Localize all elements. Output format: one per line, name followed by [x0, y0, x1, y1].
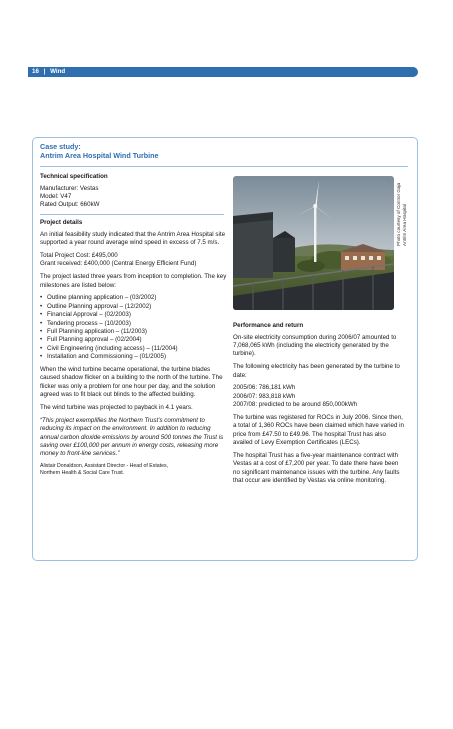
- tech-spec-line: Model: V47: [40, 193, 72, 200]
- page-number: 16: [32, 68, 39, 75]
- attribution-line: Northern Health & Social Care Trust.: [40, 470, 125, 477]
- tech-spec-heading: Technical specification: [40, 173, 108, 180]
- section-title: Wind: [50, 68, 66, 75]
- left-column: [40, 173, 227, 482]
- cost-lines: [40, 252, 227, 269]
- maintenance-paragraph: The hospital Trust has a five-year maintenance contract with Vestas at a cost of £7,200 per year. To date there have been no significant maintenance issues with the turbine. Any faults that occur are identified by Vestas via online monitoring.: [233, 452, 400, 485]
- photo-credit-line: Photo courtesy of Connor Gaja: [396, 182, 401, 246]
- tech-spec-line: Rated Output: 660kW: [40, 201, 100, 209]
- tech-spec-line: Manufacturer: Vestas: [40, 184, 99, 192]
- milestone-list: [40, 294, 227, 361]
- duration-paragraph: The project lasted three years from inception to completion. The key milestones are listed below:: [40, 273, 227, 289]
- grant-received: Grant received: £400,000 (Central Energy Efficient Fund): [40, 260, 197, 268]
- milestone-item: • Tendering process – (10/2003): [40, 320, 227, 328]
- milestone-item: • Outline planning application – (03/2002): [40, 294, 227, 302]
- generation-list: [233, 384, 405, 409]
- performance-heading: Performance and return: [233, 322, 304, 329]
- project-details-heading: Project details: [40, 219, 83, 227]
- payback-paragraph: The wind turbine was projected to payback in 4.1 years.: [40, 404, 193, 412]
- page-header: [32, 67, 65, 77]
- attribution-line: Alistair Donaldson, Assistant Director - Head of Estates,: [40, 463, 169, 470]
- testimonial-quote: “This project exemplifies the Northern Trust’s commitment to reducing its impact on the environment. In addition to reducing annual carbon dioxide emissions by around 500 tonnes the Trust is saving over £100,000 per annum in energy costs, releasing more money to front-line services.”: [40, 416, 224, 458]
- right-column: [233, 322, 405, 490]
- generation-line: 2005/06: 786,181 kWh: [233, 384, 296, 392]
- generation-intro: The following electricity has been generated by the turbine to date:: [233, 363, 400, 379]
- case-study-title: [40, 142, 159, 160]
- wind-turbine-photo-illustration: [233, 176, 394, 310]
- header-separator: |: [43, 68, 46, 75]
- generation-line: 2007/08: predicted to be around 850,000kWh: [233, 401, 358, 409]
- milestone-item: • Full Planning approval – (02/2004): [40, 336, 227, 344]
- title-divider: [40, 166, 408, 167]
- rocs-paragraph: The turbine was registered for ROCs in July 2006. Since then, a total of 1,360 ROCs have been claimed which have varied in price from £47.50 to £49.96. The hospital Trust has also availed of Levy Exemption Certificates (LECs).: [233, 414, 404, 447]
- milestone-item: • Civil Engineering (including access) – (11/2004): [40, 345, 227, 353]
- case-study-name: Antrim Area Hospital Wind Turbine: [40, 151, 159, 160]
- generation-line: 2006/07: 983,818 kWh: [233, 392, 296, 400]
- header-bar: [28, 67, 418, 77]
- milestone-item: • Financial Approval – (02/2003): [40, 311, 227, 319]
- photo-credit: [396, 176, 408, 246]
- milestone-item: • Full Planning application – (11/2003): [40, 328, 227, 336]
- tech-spec-list: [40, 185, 227, 210]
- consumption-paragraph: On-site electricity consumption during 2006/07 amounted to 7,068,065 kWh (including the electricity generated by the turbine).: [233, 333, 397, 358]
- section-divider: [40, 214, 224, 215]
- case-study-label: Case study:: [40, 142, 81, 151]
- total-cost: Total Project Cost: £495,000: [40, 252, 118, 259]
- milestone-item: • Installation and Commissioning – (01/2005): [40, 353, 227, 361]
- photo-credit-line: Antrim Area Hospital: [402, 204, 407, 246]
- milestone-item: • Outline Planning approval – (12/2002): [40, 303, 227, 311]
- shadow-flicker-paragraph: When the wind turbine became operational, the turbine blades caused shadow flicker on a building to the north of the turbine. The flicker was only a problem for one hour per day, and the solution agreed was to fit black out blinds to the affected building.: [40, 366, 223, 399]
- feasibility-paragraph: An initial feasibility study indicated that the Antrim Area Hospital site supported a year round average wind speed in excess of 7.5 m/s.: [40, 230, 226, 247]
- quote-attribution: [40, 463, 227, 477]
- wind-turbine-photo: [233, 176, 394, 310]
